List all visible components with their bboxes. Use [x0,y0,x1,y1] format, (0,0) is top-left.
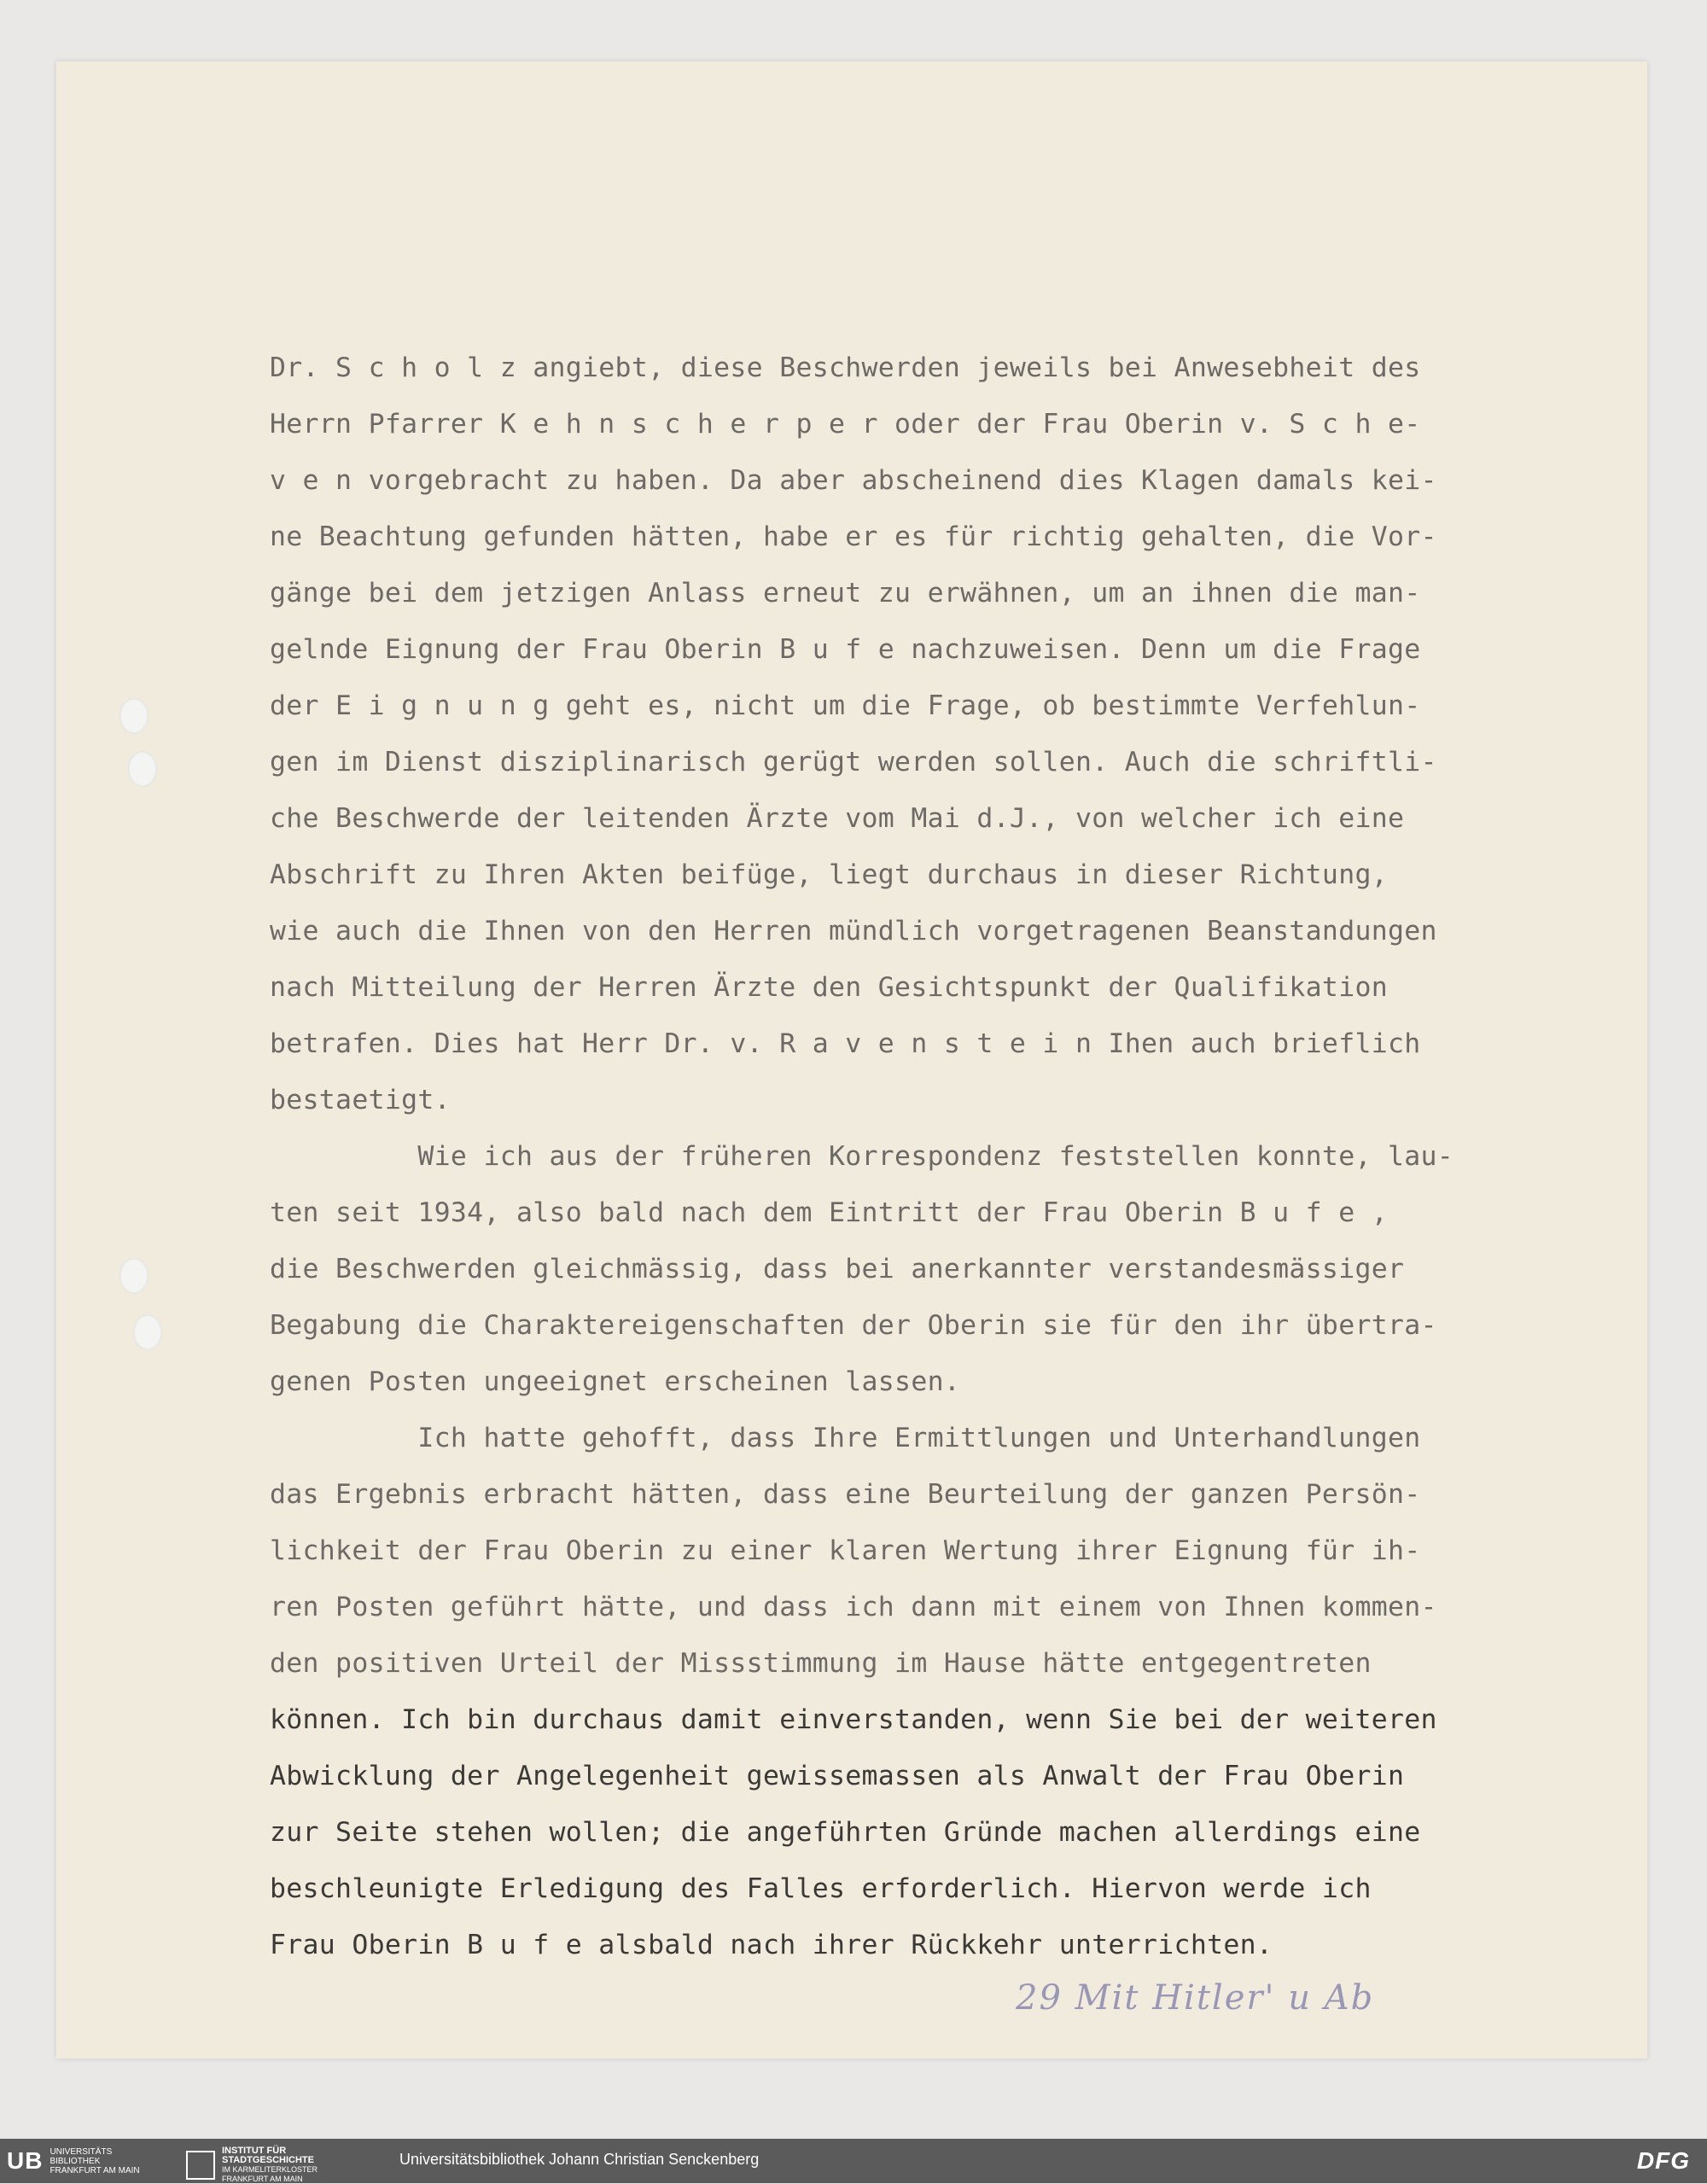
ifs-line-4: FRANKFURT AM MAIN [222,2175,303,2183]
text-line: gen im Dienst disziplinarisch gerügt werden sollen. Auch die schriftli- [270,747,1437,778]
ub-text [50,2147,139,2175]
punch-hole [119,1258,149,1294]
text-line: Frau Oberin B u f e alsbald nach ihrer Rückkehr unterrichten. [270,1930,1273,1960]
text-line: ten seit 1934, also bald nach dem Eintritt der Frau Oberin B u f e , [270,1197,1388,1228]
text-line: Wie ich aus der früheren Korrespondenz feststellen konnte, lau- [270,1141,1454,1172]
ub-line-3: FRANKFURT AM MAIN [50,2165,140,2175]
dfg-logo[interactable]: DFG [1636,2147,1690,2174]
text-line: können. Ich bin durchaus damit einverstanden, wenn Sie bei der weiteren [270,1704,1437,1735]
text-line: lichkeit der Frau Oberin zu einer klaren Wertung ihrer Eignung für ih- [270,1535,1421,1566]
ifs-line-2: STADTGESCHICHTE [222,2155,314,2165]
text-line: Begabung die Charaktereigenschaften der Oberin sie für den ihr übertra- [270,1310,1437,1341]
punch-hole [133,1314,162,1350]
handwritten-annotation: 29 Mit Hitler' u Ab [1016,1978,1375,2018]
text-line: die Beschwerden gleichmässig, dass bei anerkannter verstandesmässiger [270,1254,1405,1284]
text-line: zur Seite stehen wollen; die angeführten Gründe machen allerdings eine [270,1817,1421,1848]
text-line: che Beschwerde der leitenden Ärzte vom Mai d.J., von welcher ich eine [270,803,1405,834]
footer-bar [0,2139,1707,2183]
punch-hole [119,698,149,734]
ifs-line-1: INSTITUT FÜR [222,2146,287,2156]
text-line: das Ergebnis erbracht hätten, dass eine Beurteilung der ganzen Persön- [270,1479,1421,1510]
ifs-logo-icon [186,2151,215,2180]
letter-body [270,340,1601,1973]
ub-mark: UB [7,2147,44,2174]
ifs-line-3: IM KARMELITERKLOSTER [222,2165,318,2174]
punch-hole [128,751,157,787]
ub-logo[interactable] [7,2146,140,2175]
text-line: betrafen. Dies hat Herr Dr. v. R a v e n s t e i n Ihen auch brieflich [270,1028,1421,1059]
text-line: gänge bei dem jetzigen Anlass erneut zu erwähnen, um an ihnen die man- [270,578,1421,609]
text-line: den positiven Urteil der Missstimmung im Hause hätte entgegentreten [270,1648,1372,1679]
text-line: Ich hatte gehofft, dass Ihre Ermittlungen und Unterhandlungen [270,1423,1421,1453]
text-line: v e n vorgebracht zu haben. Da aber abscheinend dies Klagen damals kei- [270,465,1437,496]
library-name: Universitätsbibliothek Johann Christian Senckenberg [399,2151,760,2168]
text-line: wie auch die Ihnen von den Herren mündlich vorgetragenen Beanstandungen [270,916,1437,946]
text-line: Dr. S c h o l z angiebt, diese Beschwerden jeweils bei Anwesebheit des [270,352,1421,383]
text-line: ren Posten geführt hätte, und dass ich dann mit einem von Ihnen kommen- [270,1592,1437,1622]
ifs-logo[interactable] [186,2146,318,2184]
text-line: Herrn Pfarrer K e h n s c h e r p e r oder der Frau Oberin v. S c h e- [270,409,1421,440]
text-line: Abwicklung der Angelegenheit gewissemassen als Anwalt der Frau Oberin [270,1761,1405,1791]
ub-line-1: UNIVERSITÄTS [50,2146,113,2157]
text-line: der E i g n u n g geht es, nicht um die Frage, ob bestimmte Verfehlun- [270,690,1421,721]
text-line: nach Mitteilung der Herren Ärzte den Gesichtspunkt der Qualifikation [270,972,1388,1003]
ifs-text [222,2146,318,2184]
text-line: gelnde Eignung der Frau Oberin B u f e nachzuweisen. Denn um die Frage [270,634,1421,665]
text-line: ne Beachtung gefunden hätten, habe er es für richtig gehalten, die Vor- [270,521,1437,552]
text-line: beschleunigte Erledigung des Falles erforderlich. Hiervon werde ich [270,1873,1372,1904]
text-line: genen Posten ungeeignet erscheinen lassen. [270,1366,961,1397]
text-line: bestaetigt. [270,1085,451,1115]
ub-line-2: BIBLIOTHEK [50,2156,101,2166]
text-line: Abschrift zu Ihren Akten beifüge, liegt durchaus in dieser Richtung, [270,859,1388,890]
